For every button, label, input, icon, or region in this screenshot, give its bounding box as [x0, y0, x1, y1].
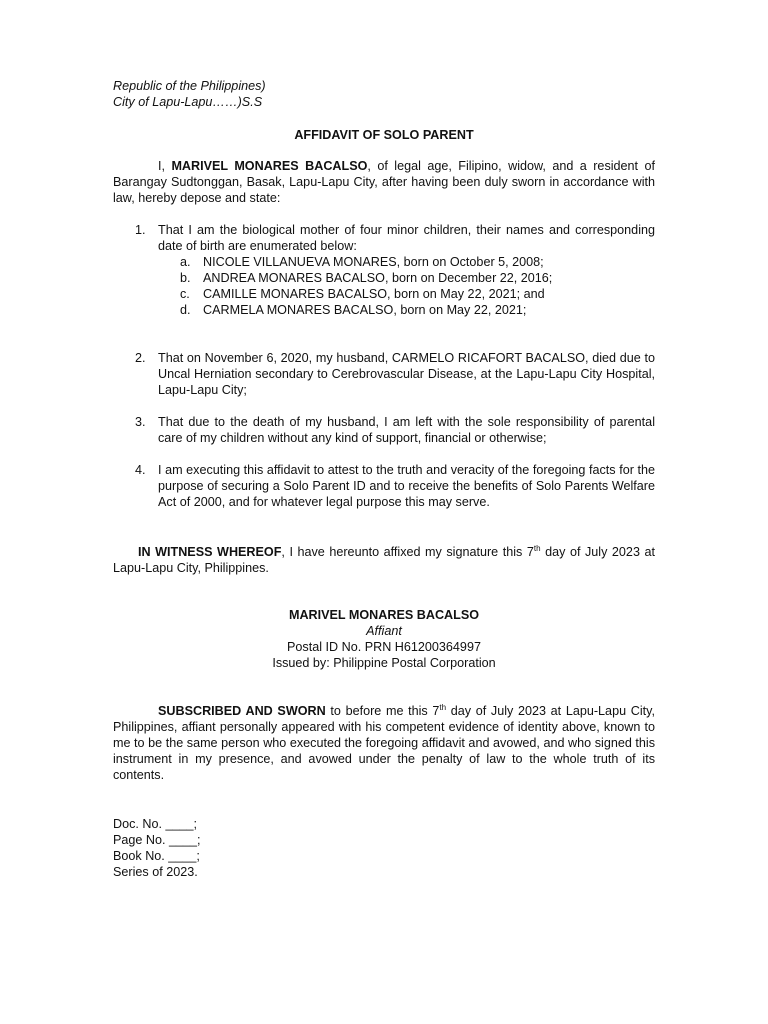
statement-number: 3.: [135, 415, 146, 429]
child-letter: c.: [180, 287, 190, 301]
intro-paragraph: [113, 158, 655, 206]
child-letter: b.: [180, 271, 191, 285]
affiant-name-inline: MARIVEL MONARES BACALSO: [171, 159, 368, 173]
witness-ordinal: th: [533, 544, 541, 553]
affiant-name: MARIVEL MONARES BACALSO: [288, 608, 480, 622]
venue-line-city: City of Lapu-Lapu……)S.S: [113, 95, 263, 109]
statement-item: [113, 462, 655, 510]
affiant-role: Affiant: [366, 624, 402, 638]
jurat-ordinal: th: [439, 703, 447, 712]
child-text: CAMILLE MONARES BACALSO, born on May 22, 2021; and: [203, 287, 545, 301]
child-item: [158, 270, 655, 286]
child-letter: d.: [180, 303, 191, 317]
child-letter: a.: [180, 255, 191, 269]
venue-line-republic: Republic of the Philippines): [113, 79, 266, 93]
witness-lead: IN WITNESS WHEREOF: [138, 545, 282, 559]
venue-block: [113, 78, 266, 110]
child-item: [158, 286, 655, 302]
statement-text: That I am the biological mother of four minor children, their names and corresponding date of birth are enumerated below:: [158, 223, 655, 253]
statement-number: 4.: [135, 463, 146, 477]
statement-text: I am executing this affidavit to attest to the truth and veracity of the foregoing facts for the purpose of securing a Solo Parent ID and to receive the benefits of Solo Parents Welfare Act of 2000, and for whatever legal purpose this may serve.: [158, 463, 655, 509]
signature-block: [0, 607, 768, 671]
statement-text: That due to the death of my husband, I am left with the sole responsibility of parental care of my children without any kind of support, financial or otherwise;: [158, 415, 655, 445]
child-text: CARMELA MONARES BACALSO, born on May 22, 2021;: [203, 303, 527, 317]
book-number: Book No. ____;: [113, 849, 200, 863]
statement-number: 1.: [135, 223, 146, 237]
statement-number: 2.: [135, 351, 146, 365]
jurat-lead: SUBSCRIBED AND SWORN: [158, 704, 326, 718]
statement-list: [113, 222, 655, 526]
statement-item: [113, 414, 655, 446]
jurat-paragraph: [113, 703, 655, 783]
child-text: NICOLE VILLANUEVA MONARES, born on October 5, 2008;: [203, 255, 544, 269]
witness-paragraph: [113, 544, 655, 576]
child-item: [158, 254, 655, 270]
postal-id: Postal ID No. PRN H61200364997: [287, 640, 481, 654]
children-list: [158, 254, 655, 318]
statement-text: That on November 6, 2020, my husband, CARMELO RICAFORT BACALSO, died due to Uncal Herniation secondary to Cerebrovascular Disease, at the Lapu-Lapu City Hospital, Lapu-Lapu City;: [158, 351, 655, 397]
intro-text: , of legal age, Filipino, widow, and a resident of Barangay Sudtonggan, Basak, Lapu-Lapu City, after having been duly sworn in accordance with law, hereby depose and state:: [113, 159, 655, 205]
series-year: Series of 2023.: [113, 865, 198, 879]
page-number: Page No. ____;: [113, 833, 201, 847]
intro-prefix: I,: [158, 159, 172, 173]
child-text: ANDREA MONARES BACALSO, born on December 22, 2016;: [203, 271, 553, 285]
id-issuer: Issued by: Philippine Postal Corporation: [272, 656, 496, 670]
witness-text-1: , I have hereunto affixed my signature this 7: [281, 545, 534, 559]
doc-number: Doc. No. ____;: [113, 817, 198, 831]
jurat-text-1: to before me this 7: [325, 704, 440, 718]
statement-item: [113, 222, 655, 318]
child-item: [158, 302, 655, 318]
jurat-text-2: day of July 2023 at Lapu-Lapu City, Philippines, affiant personally appeared with his competent evidence of identity above, known to me to be the same person who executed the foregoing affidavit and avowed, and who signed this instrument in my presence, and avowed under the penalty of law to the whole truth of its contents.: [113, 704, 655, 782]
document-title: AFFIDAVIT OF SOLO PARENT: [294, 128, 474, 142]
notarial-register: [113, 816, 201, 880]
witness-text-2: day of July 2023 at Lapu-Lapu City, Philippines.: [113, 545, 655, 575]
statement-item: [113, 350, 655, 398]
